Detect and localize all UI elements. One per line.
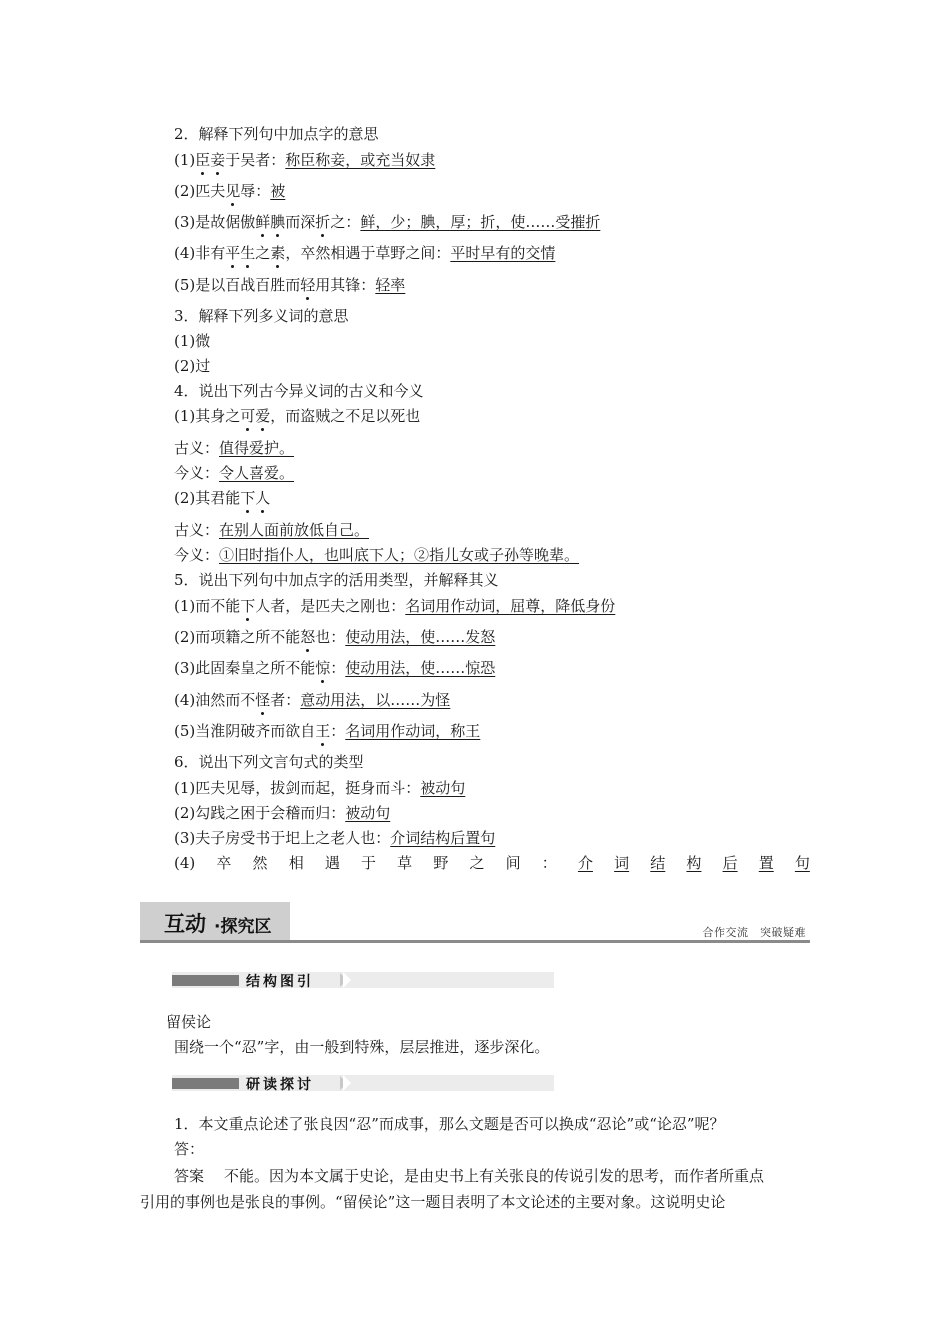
answer: 在别人面前放低自己。 [219, 521, 370, 539]
q4-title: 4．说出下列古今异义词的古义和今义 [174, 382, 424, 400]
dotted-char: 生 [240, 244, 256, 262]
q4-jin-2: 今义：①旧时指仆人，也叫底下人；②指儿女或子孙等晚辈。 [174, 546, 580, 564]
discussion-q1: 1．本文重点论述了张良因“忍”而成事，那么文题是否可以换成“忍论”或“论忍”呢？ [174, 1115, 725, 1133]
q2-item-3: (3)是故倨傲鲜腆而深折之：鲜，少；腆，厚；折，使……受摧折 [174, 213, 601, 231]
q6-item-2: (2)勾践之困于会稽而归：被动句 [174, 804, 391, 822]
dotted-char: 下 [240, 489, 256, 507]
q5-item-4: (4)油然而不怪者：意动用法，以……为怪 [174, 691, 451, 709]
dotted-char: 见 [225, 182, 241, 200]
discussion-label: 研读探讨 [246, 1077, 314, 1093]
section-title: 互动 [164, 912, 206, 936]
answer: 使动用法，使……惊恐 [345, 659, 496, 677]
dotted-char: 可 [240, 407, 256, 425]
section-header [140, 902, 810, 942]
answer: 平时早有的交情 [450, 244, 556, 262]
q6-title: 6．说出下列文言句式的类型 [174, 753, 364, 771]
q6-item-1: (1)匹夫见辱，拔剑而起，挺身而斗：被动句 [174, 779, 466, 797]
q4-item-2: (2)其君能下人 [174, 489, 271, 507]
q5-item-1: (1)而不能下人者，是匹夫之刚也：名词用作动词，屈尊，降低身份 [174, 597, 616, 615]
dotted-char: 鲜 [255, 213, 271, 231]
dotted-char: 怒 [300, 628, 316, 646]
q5-title: 5．说出下列句中加点字的活用类型，并解释其义 [174, 571, 499, 589]
answer: 名词用作动词，屈尊，降低身份 [405, 597, 616, 615]
discussion-bar [172, 1075, 554, 1091]
dotted-char: 折 [315, 213, 331, 231]
q2-item-2: (2)匹夫见辱：被 [174, 182, 286, 200]
section-rule [140, 940, 810, 943]
structure-label: 结构图引 [246, 974, 314, 990]
q5-item-3: (3)此固秦皇之所不能惊：使动用法，使……惊恐 [174, 659, 496, 677]
q2-item-4: (4)非有平生之素，卒然相遇于草野之间：平时早有的交情 [174, 244, 556, 262]
answer: 称臣称妾，或充当奴隶 [285, 151, 436, 169]
q4-item-1: (1)其身之可爱，而盗贼之不足以死也 [174, 407, 421, 425]
dotted-char: 下 [240, 597, 256, 615]
answer: 介词结构后置句 [390, 829, 496, 847]
q4-jin-1: 今义：令人喜爱。 [174, 464, 295, 482]
q2-item-5: (5)是以百战百胜而轻用其锋：轻率 [174, 276, 406, 294]
q3-item-2: (2)过 [174, 357, 211, 375]
dotted-char: 轻 [300, 276, 316, 294]
dotted-char: 臣 [195, 151, 211, 169]
dotted-char: 人 [255, 489, 271, 507]
answer: 使动用法，使……发怒 [345, 628, 496, 646]
dotted-char: 妾 [210, 151, 226, 169]
discussion-answer-prompt: 答： [174, 1140, 205, 1158]
dotted-char: 怪 [255, 691, 271, 709]
answer: 名词用作动词，称王 [345, 722, 481, 740]
dotted-char: 王 [315, 722, 331, 740]
answer: ①旧时指仆人，也叫底下人；②指儿女或子孙等晚辈。 [219, 546, 580, 564]
dotted-char: 爱 [255, 407, 271, 425]
q4-gu-2: 古义：在别人面前放低自己。 [174, 521, 370, 539]
discussion-answer-line-2: 引用的事例也是张良的事例。“留侯论”这一题目表明了本文论述的主要对象。这说明史论 [140, 1193, 726, 1211]
q5-item-2: (2)而项籍之所不能怒也：使动用法，使……发怒 [174, 628, 496, 646]
structure-bar [172, 972, 554, 988]
structure-summary: 围绕一个“忍”字，由一般到特殊，层层推进，逐步深化。 [174, 1038, 550, 1056]
q4-gu-1: 古义：值得爱护。 [174, 439, 295, 457]
answer: 意动用法，以……为怪 [300, 691, 451, 709]
q3-title: 3．解释下列多义词的意思 [174, 307, 349, 325]
dotted-char: 平 [225, 244, 241, 262]
answer: 被 [270, 182, 286, 200]
answer: 轻率 [375, 276, 406, 294]
answer: 值得爱护。 [219, 439, 295, 457]
q2-item-1: (1)臣妾于吴者：称臣称妾，或充当奴隶 [174, 151, 436, 169]
answer: 被动句 [345, 804, 391, 822]
answer: 被动句 [420, 779, 466, 797]
section-tagline: 合作交流 突破疑难 [702, 926, 806, 939]
q6-item-4: (4) 卒 然 相 遇 于 草 野 之 间 ： 介 词 结 构 后 置 句 [174, 854, 810, 872]
q6-item-3: (3)夫子房受书于圯上之老人也：介词结构后置句 [174, 829, 496, 847]
dotted-char: 素 [270, 244, 286, 262]
dotted-char: 腆 [270, 213, 286, 231]
q5-item-5: (5)当淮阴破齐而欲自王：名词用作动词，称王 [174, 722, 481, 740]
section-subtitle: ·探究区 [214, 917, 272, 937]
answer: 令人喜爱。 [219, 464, 295, 482]
structure-title: 留侯论 [166, 1013, 212, 1031]
q3-item-1: (1)微 [174, 332, 211, 350]
discussion-answer-line-1: 答案 不能。因为本文属于史论，是由史书上有关张良的传说引发的思考，而作者所重点 [174, 1167, 765, 1185]
dotted-char: 惊 [315, 659, 331, 677]
q2-title: 2．解释下列句中加点字的意思 [174, 125, 379, 143]
answer: 鲜，少；腆，厚；折，使……受摧折 [360, 213, 601, 231]
answer-label: 答案 [174, 1167, 205, 1185]
